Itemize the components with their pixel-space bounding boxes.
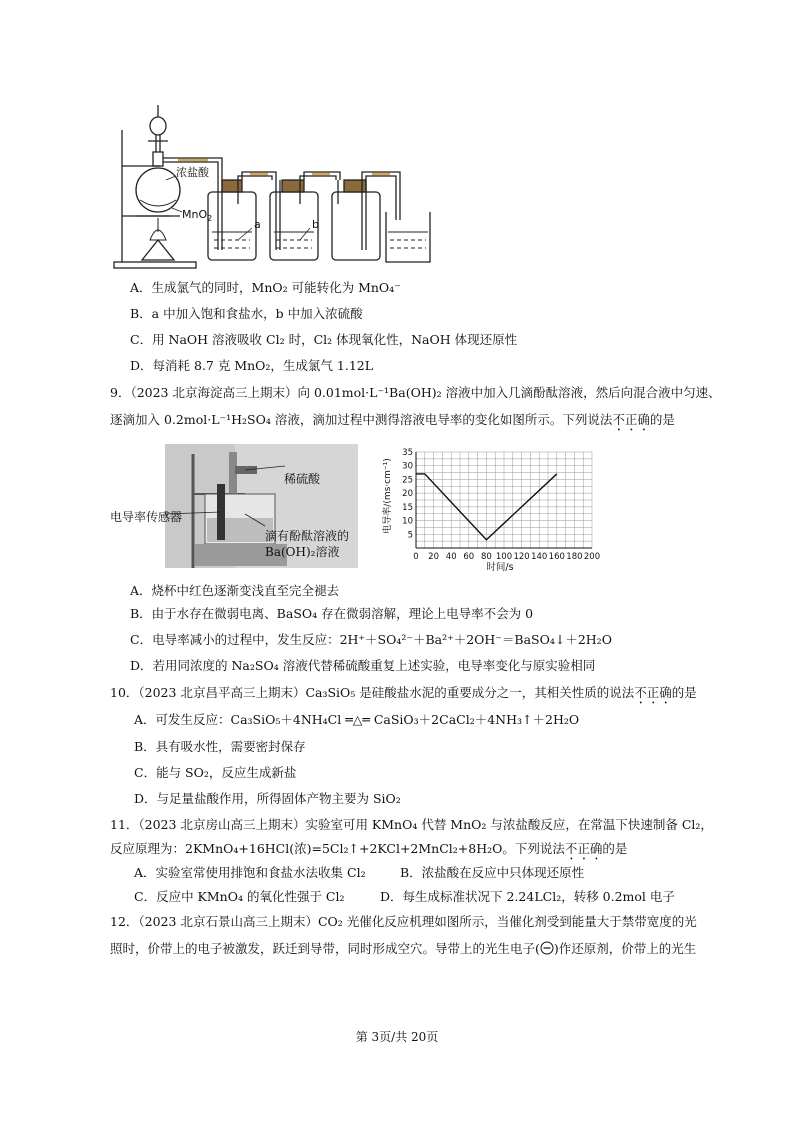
emphasis-not-correct: 不正确 xyxy=(564,841,603,856)
q9-stem-line2: 逐滴加入 0.2mol·L⁻¹H₂SO₄ 溶液，滴加过程中测得溶液电导率的变化如图所示。下列说法不正确的是 xyxy=(110,412,675,427)
x-tick-label: 140 xyxy=(531,552,548,562)
y-tick-label: 25 xyxy=(402,475,413,486)
y-tick-label: 20 xyxy=(402,489,413,500)
photo-label-solution-line2: Ba(OH)₂溶液 xyxy=(265,545,340,559)
y-tick-label: 15 xyxy=(402,502,413,513)
x-tick-label: 60 xyxy=(463,552,475,562)
q10-option-b: B．具有吸水性，需要密封保存 xyxy=(134,739,306,754)
y-tick-label: 5 xyxy=(407,530,413,541)
y-tick-label: 10 xyxy=(402,516,413,527)
q11-stem-line2: 反应原理为：2KMnO₄+16HCl(浓)=5Cl₂↑+2KCl+2MnCl₂+8H₂O。下列说法不正确的是 xyxy=(110,841,628,856)
q8-option-d: D．每消耗 8.7 克 MnO₂，生成氯气 1.12L xyxy=(130,358,374,373)
photo-label-solution-line1: 滴有酚酞溶液的 xyxy=(265,529,350,543)
q9-option-c: C．电导率减小的过程中，发生反应：2H⁺＋SO₄²⁻＋Ba²⁺＋2OH⁻＝BaSO₄↓＋2H₂O xyxy=(130,632,612,647)
q8-option-b: B．a 中加入饱和食盐水，b 中加入浓硫酸 xyxy=(130,306,363,321)
x-tick-label: 80 xyxy=(480,552,492,562)
chart-ylabel: 电导率/(ms·cm⁻¹) xyxy=(383,458,393,534)
x-tick-label: 120 xyxy=(513,552,530,562)
chart-grid xyxy=(416,452,592,548)
label-conc-hcl: 浓盐酸 xyxy=(176,166,209,179)
x-tick-label: 100 xyxy=(495,552,513,562)
photo-label-dilute-acid: 稀硫酸 xyxy=(284,472,321,486)
q8-option-c: C．用 NaOH 溶液吸收 Cl₂ 时，Cl₂ 体现氧化性，NaOH 体现还原性 xyxy=(130,332,518,347)
q9-option-b: B．由于水存在微弱电离、BaSO₄ 存在微弱溶解，理论上电导率不会为 0 xyxy=(130,606,534,621)
q10-option-c: C．能与 SO₂，反应生成新盐 xyxy=(134,765,297,780)
q11-option-a: A．实验室常使用排饱和食盐水法收集 Cl₂ xyxy=(134,865,366,880)
chlorine-apparatus-diagram xyxy=(110,100,540,276)
electron-symbol-icon xyxy=(540,941,554,955)
y-tick-label: 35 xyxy=(402,448,413,458)
x-tick-label: 0 xyxy=(413,552,419,562)
q9-stem-line1: 9．（2023 北京海淀高三上期末）向 0.01mol·L⁻¹Ba(OH)₂ 溶液中加入几滴酚酞溶液，然后向混合液中匀速、 xyxy=(110,385,721,400)
label-bottle-b: b xyxy=(312,218,319,231)
page-footer: 第 3页/共 20页 xyxy=(355,1030,439,1044)
y-tick-label: 30 xyxy=(402,461,413,472)
q12-stem-line1: 12．（2023 北京石景山高三上期末）CO₂ 光催化反应机理如图所示，当催化剂受到能量大于禁带宽度的光 xyxy=(110,914,697,929)
q10-stem: 10．（2023 北京昌平高三上期末）Ca₃SiO₅ 是硅酸盐水泥的重要成分之一，其相关性质的说法不正确的是 xyxy=(110,685,697,700)
emphasis-not-correct: 不正确 xyxy=(612,412,650,427)
photo-label-sensor: 电导率传感器 xyxy=(110,510,183,524)
q11-stem-line1: 11．（2023 北京房山高三上期末）实验室可用 KMnO₄ 代替 MnO₂ 与浓盐酸反应，在常温下快速制备 Cl₂， xyxy=(110,817,713,832)
chart-xlabel: 时间/s xyxy=(486,562,514,572)
x-tick-label: 20 xyxy=(428,552,440,562)
label-bottle-a: a xyxy=(254,218,261,231)
emphasis-not-correct: 不正确 xyxy=(634,685,672,700)
q10-option-a: A．可发生反应：Ca₃SiO₅＋4NH₄Cl ═△═ CaSiO₃＋2CaCl₂＋4NH₃↑＋2H₂O xyxy=(134,712,580,727)
q11-option-d: D．每生成标准状况下 2.24LCl₂，转移 0.2mol 电子 xyxy=(380,889,675,904)
x-tick-label: 160 xyxy=(548,552,565,562)
q9-option-a: A．烧杯中红色逐渐变浅直至完全褪去 xyxy=(130,583,340,598)
conductivity-chart xyxy=(380,446,600,572)
q11-option-b: B．浓盐酸在反应中只体现还原性 xyxy=(400,865,585,880)
x-tick-label: 200 xyxy=(583,552,600,562)
label-mno2: MnO$_2$ xyxy=(182,208,213,223)
q12-stem-line2: 照时，价带上的电子被激发，跃迁到导带，同时形成空穴。导带上的光生电子( )作还原剂，价带上的光生 xyxy=(110,941,697,956)
q9-option-d: D．若用同浓度的 Na₂SO₄ 溶液代替稀硫酸重复上述实验，电导率变化与原实验相同 xyxy=(130,658,596,673)
x-tick-label: 180 xyxy=(566,552,583,562)
q10-option-d: D．与足量盐酸作用，所得固体产物主要为 SiO₂ xyxy=(134,791,401,806)
q8-option-a: A．生成氯气的同时，MnO₂ 可能转化为 MnO₄⁻ xyxy=(130,280,401,295)
x-tick-label: 40 xyxy=(445,552,457,562)
chart-ticks xyxy=(402,448,600,562)
q11-option-c: C．反应中 KMnO₄ 的氧化性强于 Cl₂ xyxy=(134,889,345,904)
